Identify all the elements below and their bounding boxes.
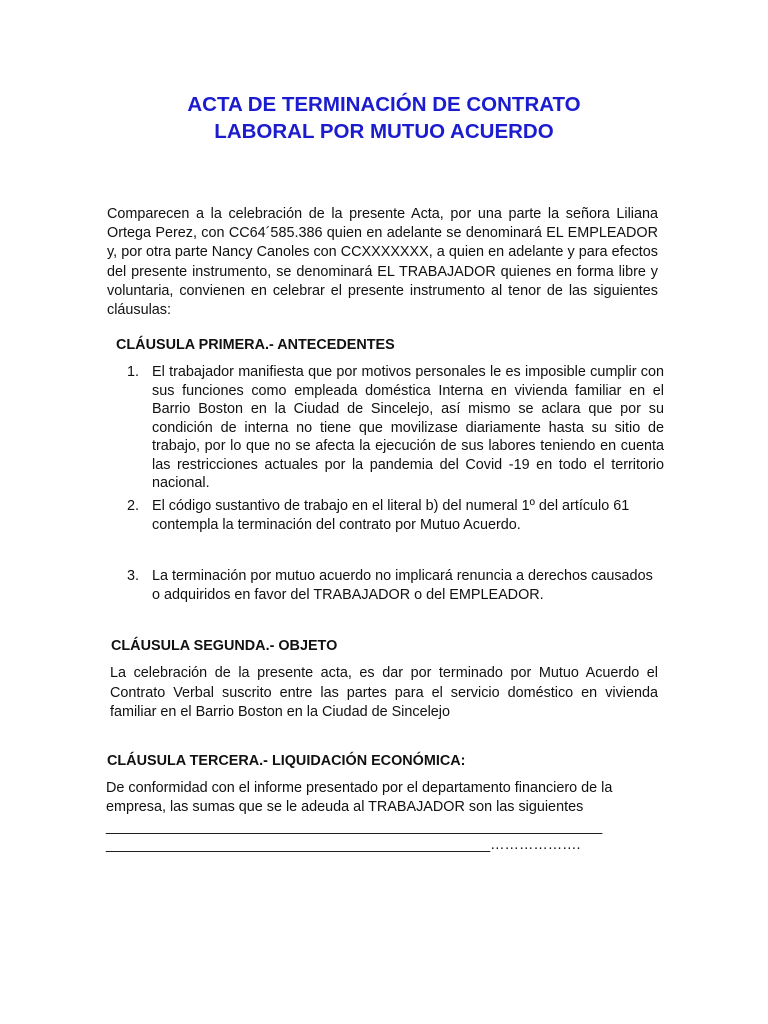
list-item-text: El código sustantivo de trabajo en el literal b) del numeral 1º del artículo 61 contempla la terminación del contrato por Mutuo Acuerdo. xyxy=(152,498,630,533)
list-item-number: 3. xyxy=(127,568,140,584)
fill-in-line-2: ________________________________________________………………. xyxy=(106,837,581,853)
list-item-text: La terminación por mutuo acuerdo no implicará renuncia a derechos causados o adquiridos en favor del TRABAJADOR o del EMPLEADOR. xyxy=(152,568,653,603)
clause1-heading: CLÁUSULA PRIMERA.- ANTECEDENTES xyxy=(116,337,395,353)
title-line-2: LABORAL POR MUTUO ACUERDO xyxy=(214,120,554,143)
list-item xyxy=(127,567,664,604)
clause3-paragraph: De conformidad con el informe presentado por el departamento financiero de la empresa, las sumas que se le adeuda al TRABAJADOR son las siguientes xyxy=(106,780,613,815)
document-title xyxy=(0,91,768,145)
list-item xyxy=(127,363,664,493)
clause2-paragraph: La celebración de la presente acta, es dar por terminado por Mutuo Acuerdo el Contrato Verbal suscrito entre las partes para el servicio doméstico en vivienda familiar en el Barrio Boston en la Ciudad de Sincelejo xyxy=(110,665,658,720)
title-line-1: ACTA DE TERMINACIÓN DE CONTRATO xyxy=(187,93,581,116)
list-item xyxy=(127,497,664,534)
list-item-number: 2. xyxy=(127,498,140,514)
clause2-heading: CLÁUSULA SEGUNDA.- OBJETO xyxy=(111,638,338,654)
list-item-text: El trabajador manifiesta que por motivos personales le es imposible cumplir con sus funciones como empleada doméstica Interna en vivienda familiar en el Barrio Boston en la Ciudad de Sincelejo, así mismo se aclara que por su condición de interna no tiene que movilizase diariamente hasta su sitio de trabajo, por lo que no se afecta la ejecución de sus labores teniendo en cuenta las restricciones actuales por la pandemia del Covid -19 en todo el territorio nacional. xyxy=(152,364,664,491)
list-item-number: 1. xyxy=(127,364,140,380)
fill-in-line-1: ______________________________________________________________ xyxy=(106,819,603,835)
intro-paragraph: Comparecen a la celebración de la presente Acta, por una parte la señora Liliana Ortega Perez, con CC64´585.386 quien en adelante se denominará EL EMPLEADOR y, por otra parte Nancy Canoles con CCXXXXXXX, a quien en adelante y para efectos del presente instrumento, se denominará EL TRABAJADOR quienes en forma libre y voluntaria, convienen en celebrar el presente instrumento al tenor de las siguientes cláusulas: xyxy=(107,206,658,319)
clause3-heading: CLÁUSULA TERCERA.- LIQUIDACIÓN ECONÓMICA: xyxy=(107,753,466,769)
